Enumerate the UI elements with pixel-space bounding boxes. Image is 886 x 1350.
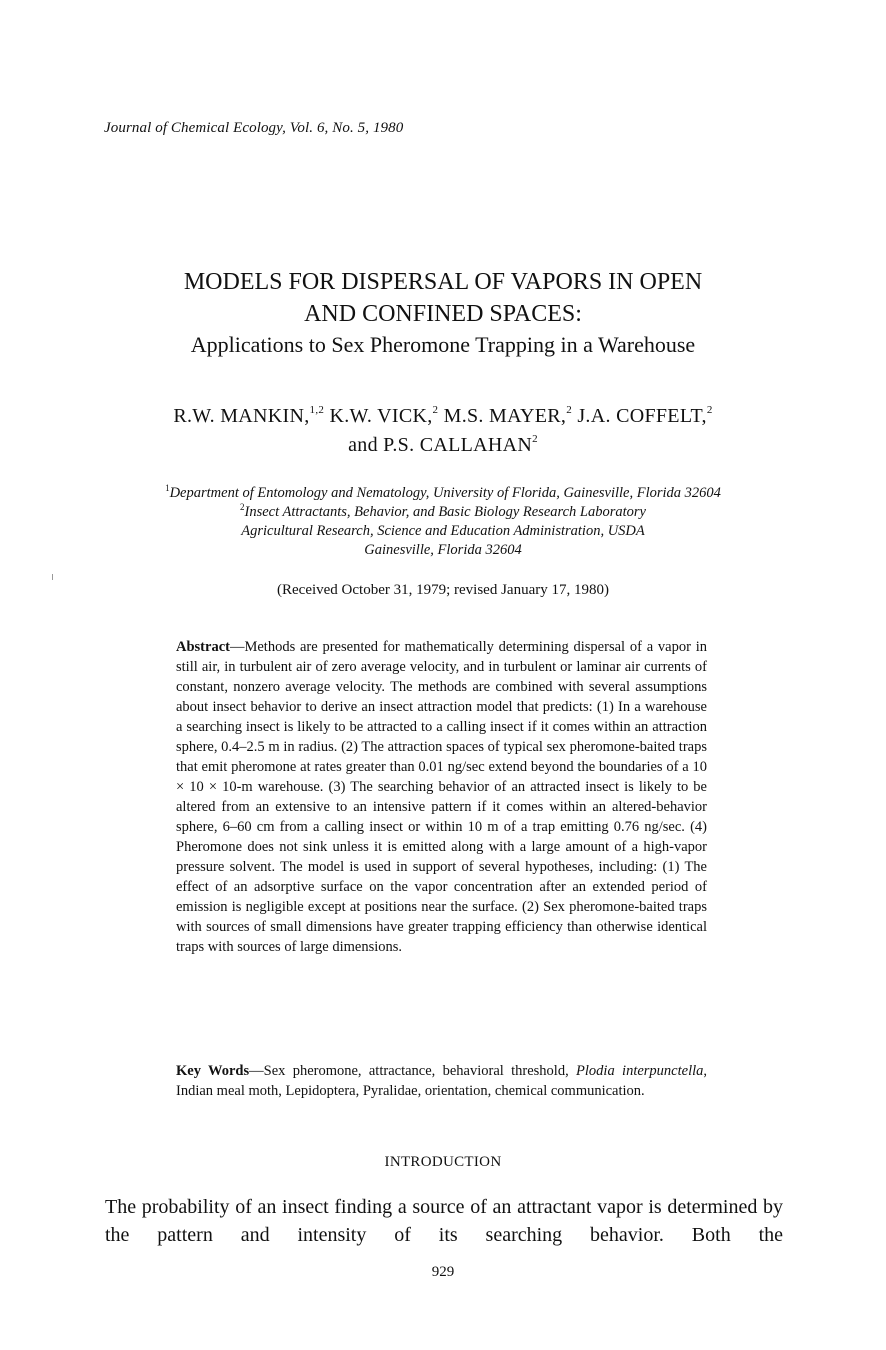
page-number: 929 [431,1264,455,1280]
author-mankin-affil: 1,2 [309,404,325,416]
author-mankin: R.W. MANKIN, [173,405,310,427]
affiliation-2-marker: 2 [239,502,245,512]
author-list [60,402,826,460]
author-mayer: M.S. MAYER, [438,405,567,427]
abstract-label: Abstract [176,639,230,655]
title-line-2: AND CONFINED SPACES: [304,301,582,327]
author-vick: K.W. VICK, [324,405,433,427]
key-words [176,1061,707,1101]
journal-citation: Journal of Chemical Ecology, Vol. 6, No. 5, 1980 [104,120,404,136]
title-line-1: MODELS FOR DISPERSAL OF VAPORS IN OPEN [183,269,703,295]
scan-speck [52,574,53,580]
key-words-text-1: —Sex pheromone, attractance, behavioral threshold, [249,1063,577,1079]
author-line-2 [60,431,826,460]
affiliation-1 [60,484,826,503]
author-mayer-affil: 2 [566,404,573,416]
paper-subtitle: Applications to Sex Pheromone Trapping in a Warehouse [190,332,696,357]
key-words-species: Plodia interpunctella [576,1063,704,1079]
author-coffelt: J.A. COFFELT, [572,405,707,427]
body-paragraph: The probability of an insect finding a source of an attractant vapor is determined by the pattern and intensity of its searching behavior. Both the [105,1196,783,1246]
affiliation-1-text: Department of Entomology and Nematology, University of Florida, Gainesville, Florida 32604 [169,485,721,501]
author-vick-affil: 2 [432,404,439,416]
author-line-1 [60,402,826,431]
abstract [176,637,707,957]
affiliation-2-text: Insect Attractants, Behavior, and Basic Biology Research Laboratory [244,504,646,520]
abstract-text: —Methods are presented for mathematically determining dispersal of a vapor in still air, in turbulent air of zero average velocity, and in turbulent or laminar air currents of constant, nonzero average velocity. The methods are combined with several assumptions about insect behavior to derive an insect attraction model that predicts: (1) In a warehouse a searching insect is likely to be attracted to a calling insect if it comes within an attraction sphere, 0.4–2.5 m in radius. (2) The attraction spaces of typical sex pheromone-baited traps that emit pheromone at rates greater than 0.01 ng/sec extend beyond the boundaries of a 10 × 10 × 10-m warehouse. (3) The searching behavior of an attracted insect is likely to be altered from an extensive to an intensive pattern if it comes within an altered-behavior sphere, 6–60 cm from a calling insect or within 10 m of a trap emitting 0.76 ng/sec. (4) Pheromone does not sink unless it is emitted along with a large amount of a high-vapor pressure solvent. The model is used in support of several hypotheses, including: (1) The effect of an adsorptive surface on the vapor concentration after an extended period of emission is negligible except at positions near the surface. (2) Sex pheromone-baited traps with sources of small dimensions have greater trapping efficiency than otherwise identical traps with sources of large dimensions. [176,639,707,955]
section-heading-introduction: INTRODUCTION [384,1154,502,1170]
author-callahan-affil: 2 [532,433,538,445]
key-words-text-2: , Indian meal moth, Lepidoptera, Pyralidae, orientation, chemical communication. [176,1063,708,1099]
affiliation-1-marker: 1 [165,483,170,493]
key-words-label: Key Words [176,1063,250,1079]
affiliation-2 [60,503,826,522]
affiliation-3: Agricultural Research, Science and Education Administration, USDA [241,523,645,539]
affiliations [60,484,826,560]
received-dates: (Received October 31, 1979; revised January 17, 1980) [277,582,609,598]
affiliation-4: Gainesville, Florida 32604 [364,542,522,558]
author-coffelt-affil: 2 [706,404,713,416]
author-callahan: and P.S. CALLAHAN [348,434,533,456]
paper-title [60,266,826,330]
